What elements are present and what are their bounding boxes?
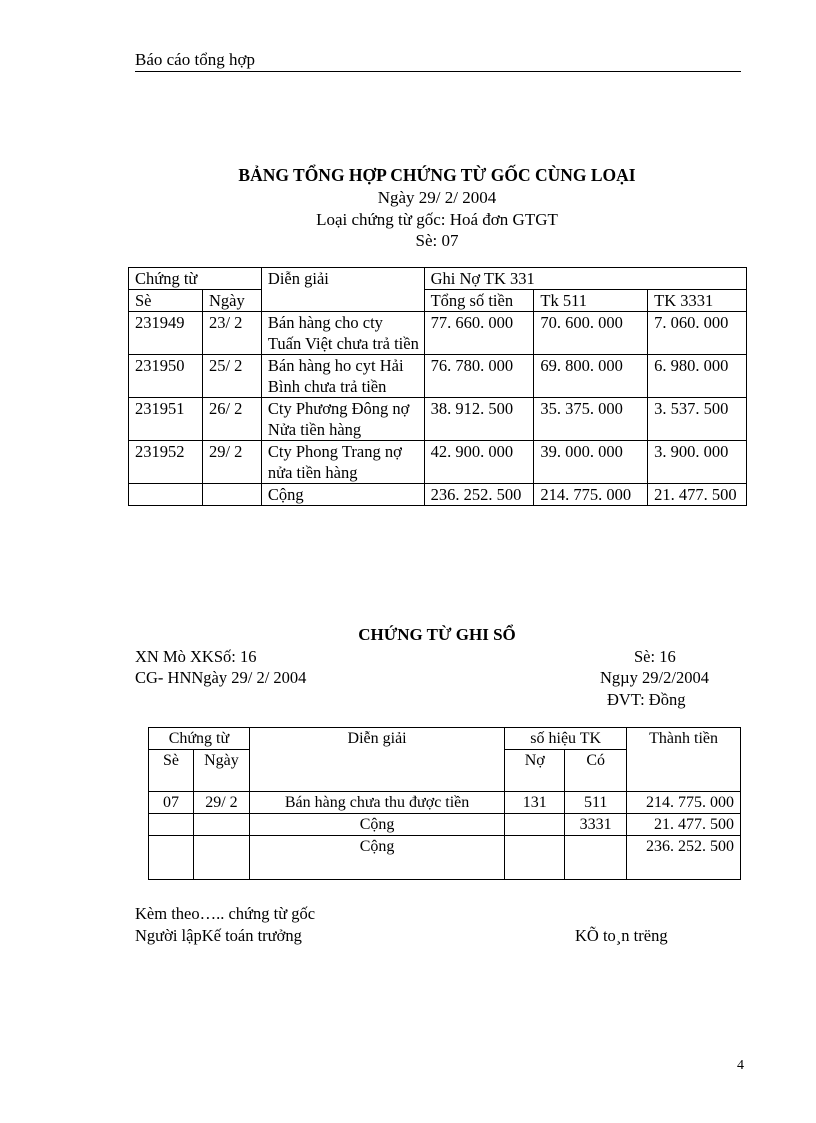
v-cell-so: 07: [149, 792, 194, 814]
cell-so: 231950: [129, 355, 203, 398]
cell-tk511: 70. 600. 000: [534, 312, 648, 355]
v-header-no: Nợ: [505, 750, 565, 792]
v-cell-co: [565, 836, 627, 880]
cell-ngay: 25/ 2: [202, 355, 261, 398]
signers-left: Người lậpKế toán trưởng: [135, 926, 302, 945]
voucher-date: Ngµy 29/2/2004: [600, 668, 709, 687]
header-tk3331: TK 3331: [648, 290, 747, 312]
v-header-so: Sè: [149, 750, 194, 792]
v-cell-no: [505, 836, 565, 880]
header-chung-tu: Chứng từ: [129, 268, 262, 290]
cell-so: 231949: [129, 312, 203, 355]
v-cell-so: [149, 814, 194, 836]
attached-documents: Kèm theo….. chứng từ gốc: [135, 904, 316, 923]
table-row: [129, 312, 747, 355]
table-row: [129, 355, 747, 398]
v-cell-no: 131: [505, 792, 565, 814]
voucher-number: Sè: 16: [634, 647, 676, 666]
v-cell-amount: 236. 252. 500: [627, 836, 741, 880]
table-row: [149, 814, 741, 836]
v-cell-desc: Cộng: [249, 836, 504, 880]
cell-desc: Bán hàng cho cty Tuấn Việt chưa trả tiền: [261, 312, 424, 355]
v-header-co: Có: [565, 750, 627, 792]
v-header-dien-giai: Diễn giải: [249, 728, 504, 792]
header-rule: [135, 71, 741, 72]
cell-tk511: 35. 375. 000: [534, 398, 648, 441]
v-header-chung-tu: Chứng từ: [149, 728, 250, 750]
v-cell-no: [505, 814, 565, 836]
v-cell-amount: 214. 775. 000: [627, 792, 741, 814]
header-dien-giai: Diễn giải: [261, 268, 424, 312]
cell-tk511: 39. 000. 000: [534, 441, 648, 484]
table-total-row: [129, 484, 747, 506]
total-label: Cộng: [261, 484, 424, 506]
page-number: 4: [737, 1058, 744, 1073]
v-cell-co: 511: [565, 792, 627, 814]
cell-ngay: 23/ 2: [202, 312, 261, 355]
v-cell-so: [149, 836, 194, 880]
total-tong: 236. 252. 500: [424, 484, 534, 506]
cell-ngay: 26/ 2: [202, 398, 261, 441]
header-ngay: Ngày: [202, 290, 261, 312]
cell-desc: Cty Phương Đông nợ Nửa tiền hàng: [261, 398, 424, 441]
v-cell-amount: 21. 477. 500: [627, 814, 741, 836]
v-cell-desc: Bán hàng chưa thu được tiền: [249, 792, 504, 814]
v-cell-desc: Cộng: [249, 814, 504, 836]
voucher-location-date: CG- HNNgày 29/ 2/ 2004: [135, 668, 307, 687]
summary-table: [128, 267, 747, 506]
cell-tong: 77. 660. 000: [424, 312, 534, 355]
page-header-title: Báo cáo tổng hợp: [135, 50, 255, 69]
v-header-ngay: Ngày: [193, 750, 249, 792]
table-row: [149, 836, 741, 880]
summary-date: Ngày 29/ 2/ 2004: [377, 188, 497, 207]
total-tk3331: 21. 477. 500: [648, 484, 747, 506]
cell-ngay: 29/ 2: [202, 441, 261, 484]
summary-title: BẢNG TỔNG HỢP CHỨNG TỪ GỐC CÙNG LOẠI: [238, 165, 636, 185]
table-row: [129, 441, 747, 484]
signers-right: KÕ to¸n trëng: [575, 926, 668, 945]
cell-desc: Bán hàng ho cyt Hải Bình chưa trả tiền: [261, 355, 424, 398]
v-header-thanh-tien: Thành tiền: [627, 728, 741, 792]
total-tk511: 214. 775. 000: [534, 484, 648, 506]
cell-so: 231951: [129, 398, 203, 441]
cell-tong: 76. 780. 000: [424, 355, 534, 398]
voucher-title: CHỨNG TỪ GHI SỔ: [358, 625, 516, 644]
cell-tk3331: 7. 060. 000: [648, 312, 747, 355]
cell-tk3331: 3. 537. 500: [648, 398, 747, 441]
v-cell-ngay: [193, 836, 249, 880]
cell-tk3331: 3. 900. 000: [648, 441, 747, 484]
v-cell-ngay: 29/ 2: [193, 792, 249, 814]
voucher-unit: ĐVT: Đồng: [607, 690, 686, 709]
voucher-company: XN Mò XKSố: 16: [135, 647, 257, 666]
cell-tk3331: 6. 980. 000: [648, 355, 747, 398]
table-row: [129, 398, 747, 441]
cell-tong: 38. 912. 500: [424, 398, 534, 441]
cell-tong: 42. 900. 000: [424, 441, 534, 484]
header-tong: Tổng số tiền: [424, 290, 534, 312]
voucher-table: [148, 727, 741, 880]
summary-type: Loại chứng từ gốc: Hoá đơn GTGT: [316, 210, 558, 229]
v-cell-ngay: [193, 814, 249, 836]
cell-tk511: 69. 800. 000: [534, 355, 648, 398]
cell-desc: Cty Phong Trang nợ nửa tiền hàng: [261, 441, 424, 484]
summary-number: Sè: 07: [415, 231, 459, 250]
header-tk511: Tk 511: [534, 290, 648, 312]
v-header-so-hieu: số hiệu TK: [505, 728, 627, 750]
cell-so: 231952: [129, 441, 203, 484]
header-so: Sè: [129, 290, 203, 312]
v-cell-co: 3331: [565, 814, 627, 836]
header-ghi-no: Ghi Nợ TK 331: [424, 268, 746, 290]
table-row: [149, 792, 741, 814]
